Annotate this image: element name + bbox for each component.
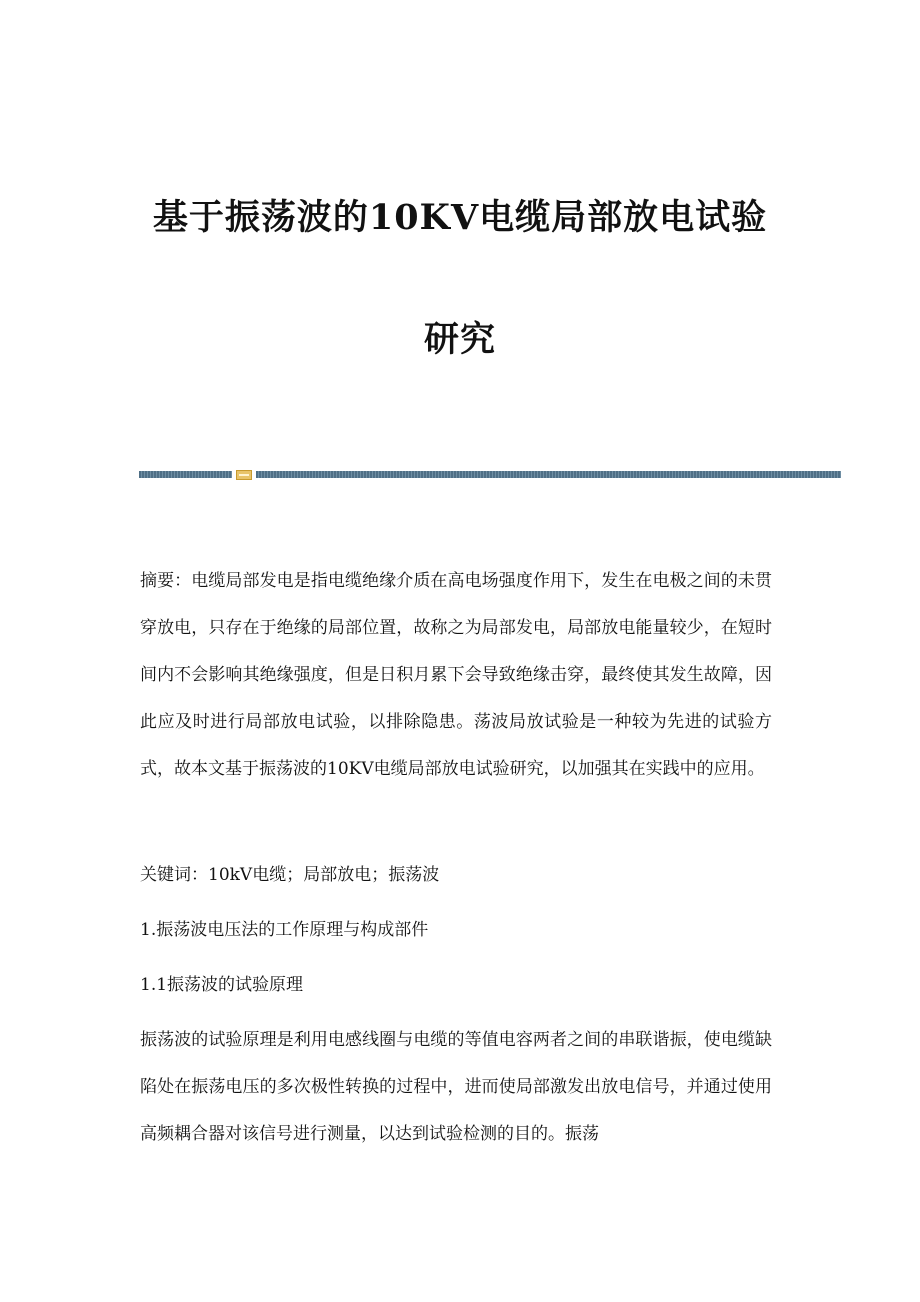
divider-bar-right bbox=[256, 471, 841, 478]
document-title-line-1: 基于振荡波的10KV电缆局部放电试验 bbox=[152, 197, 768, 238]
abstract-paragraph: 摘要：电缆局部发电是指电缆绝缘介质在高电场强度作用下，发生在电极之间的未贯穿放电，只存在于绝缘的局部位置，故称之为局部发电，局部放电能量较少，在短时间内不会影响其绝缘强度，但是日积月累下会导致绝缘击穿，最终使其发生故障，因此应及时进行局部放电试验，以排除隐患。荡波局放试验是一种较为先进的试验方式，故本文基于振荡波的10KV电缆局部放电试验研究，以加强其在实践中的应用。 bbox=[140, 571, 772, 779]
keywords-line: 关键词：10kV电缆；局部放电；振荡波 bbox=[140, 865, 440, 885]
title-divider bbox=[139, 470, 841, 480]
divider-bar-left bbox=[139, 471, 232, 478]
section-heading-1-1: 1.1振荡波的试验原理 bbox=[140, 975, 304, 995]
document-title-line-2: 研究 bbox=[423, 319, 496, 360]
divider-ornament-icon bbox=[236, 470, 252, 480]
section-heading-1: 1.振荡波电压法的工作原理与构成部件 bbox=[140, 920, 429, 940]
body-paragraph-1: 振荡波的试验原理是利用电感线圈与电缆的等值电容两者之间的串联谐振，使电缆缺陷处在振荡电压的多次极性转换的过程中，进而使局部激发出放电信号，并通过使用高频耦合器对该信号进行测量，以达到试验检测的目的。振荡 bbox=[140, 1030, 772, 1144]
